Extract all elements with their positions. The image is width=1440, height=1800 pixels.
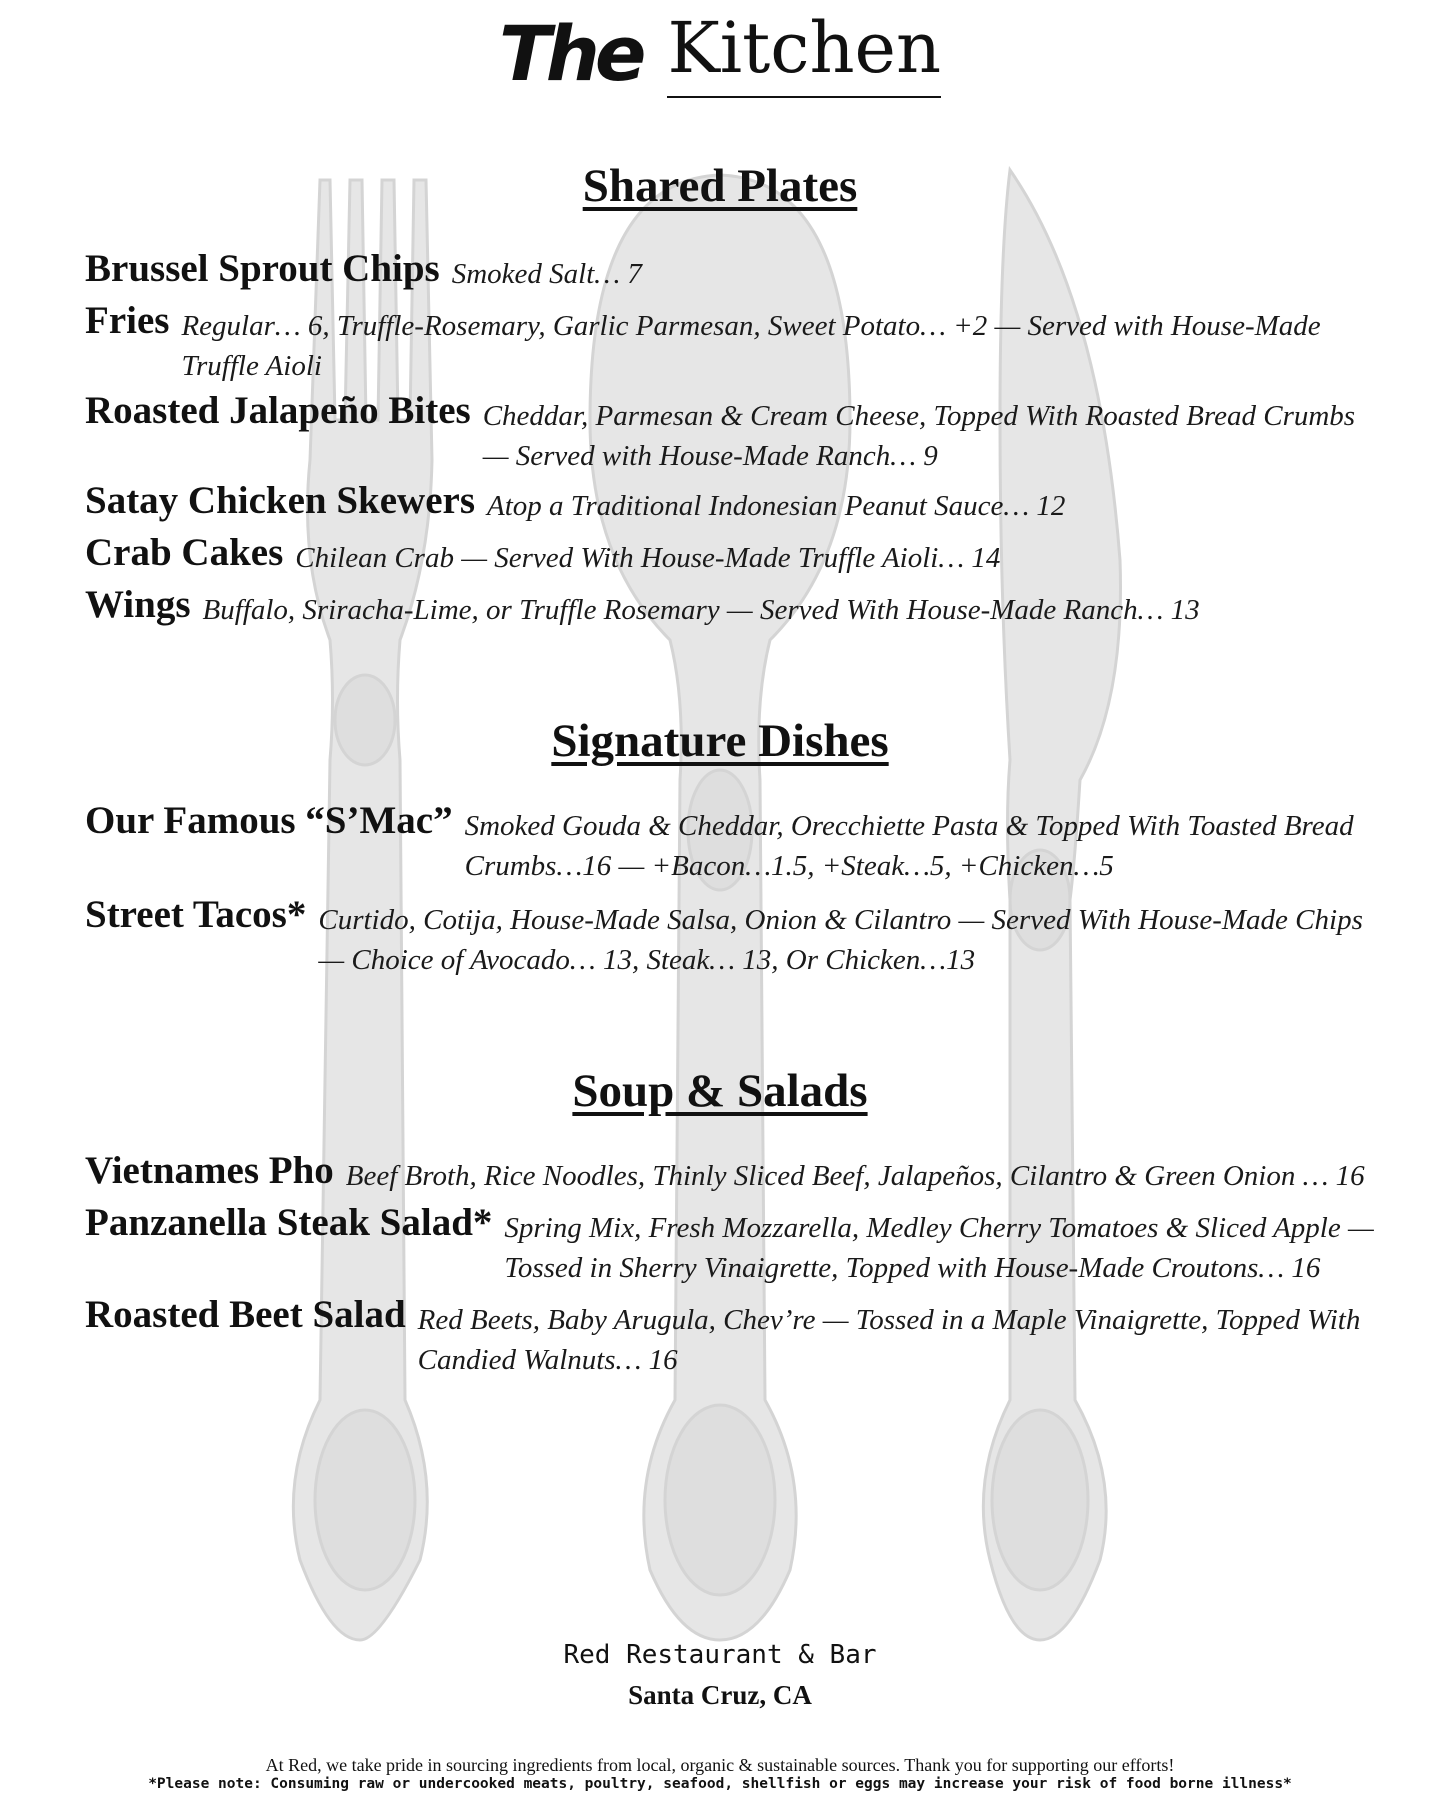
item-description: Cheddar, Parmesan & Cream Cheese, Topped With Roasted Bread Crumbs — Served with House-Made Ranch… 9 — [482, 400, 1356, 472]
section-heading: Shared Plates — [582, 160, 858, 212]
item-description: Smoked Gouda & Cheddar, Orecchiette Pasta & Topped With Toasted Bread Crumbs…16 — +Bacon…1.5, +Steak…5, +Chicken…5 — [464, 810, 1354, 882]
item-description: Atop a Traditional Indonesian Peanut Sauce… 12 — [487, 490, 1066, 522]
item-name: Fries — [85, 299, 170, 342]
section-soup-salads — [0, 1060, 1440, 1122]
item-name: Our Famous “S’Mac” — [85, 799, 453, 842]
menu-item — [85, 800, 1385, 886]
menu-item — [85, 532, 1385, 578]
title-script-word: The — [498, 9, 642, 98]
health-warning: *Please note: Consuming raw or undercooked meats, poultry, seafood, shellfish or eggs may increase your risk of food borne illness* — [148, 1776, 1292, 1792]
signature-dishes-list — [85, 800, 1385, 980]
soup-salads-list — [85, 1150, 1385, 1380]
item-name: Roasted Jalapeño Bites — [85, 389, 471, 432]
item-description: Chilean Crab — Served With House-Made Truffle Aioli… 14 — [295, 542, 1001, 574]
item-name: Street Tacos* — [85, 893, 307, 936]
item-description: Curtido, Cotija, House-Made Salsa, Onion & Cilantro — Served With House-Made Chips — Choice of Avocado… 13, Steak… 13, Or Chicken…13 — [318, 904, 1363, 976]
item-name: Brussel Sprout Chips — [85, 247, 440, 290]
item-name: Panzanella Steak Salad* — [85, 1201, 493, 1244]
restaurant-city: Santa Cruz, CA — [628, 1680, 812, 1710]
section-shared-plates — [0, 155, 1440, 217]
menu-item — [85, 248, 1385, 294]
menu-item — [85, 480, 1385, 526]
menu-item — [85, 584, 1385, 630]
menu-item — [85, 1150, 1385, 1196]
item-name: Roasted Beet Salad — [85, 1293, 406, 1336]
menu-item — [85, 390, 1385, 476]
menu-item — [85, 894, 1385, 980]
title-main-word: Kitchen — [667, 6, 941, 98]
item-description: Regular… 6, Truffle-Rosemary, Garlic Parmesan, Sweet Potato… +2 — Served with House-Made Truffle Aioli — [181, 310, 1321, 382]
item-name: Vietnames Pho — [85, 1149, 334, 1192]
item-description: Buffalo, Sriracha-Lime, or Truffle Rosemary — Served With House-Made Ranch… 13 — [202, 594, 1200, 626]
section-heading: Signature Dishes — [551, 715, 889, 767]
menu-item — [85, 1202, 1385, 1288]
shared-plates-list — [85, 248, 1385, 630]
sourcing-note: At Red, we take pride in sourcing ingredients from local, organic & sustainable sources. Thank you for supporting our efforts! — [265, 1755, 1175, 1775]
item-description: Beef Broth, Rice Noodles, Thinly Sliced Beef, Jalapeños, Cilantro & Green Onion … 16 — [345, 1160, 1365, 1192]
item-name: Wings — [85, 583, 191, 626]
item-name: Satay Chicken Skewers — [85, 479, 476, 522]
menu-title — [0, 6, 1440, 116]
section-signature-dishes — [0, 710, 1440, 772]
section-heading: Soup & Salads — [572, 1065, 868, 1117]
item-description: Smoked Salt… 7 — [451, 258, 642, 290]
item-name: Crab Cakes — [85, 531, 284, 574]
item-description: Spring Mix, Fresh Mozzarella, Medley Cherry Tomatoes & Sliced Apple — Tossed in Sherry Vinaigrette, Topped with House-Made Croutons… 16 — [504, 1212, 1374, 1284]
item-description: Red Beets, Baby Arugula, Chev’re — Tossed in a Maple Vinaigrette, Topped With Candied Walnuts… 16 — [417, 1304, 1361, 1376]
restaurant-name: Red Restaurant & Bar — [563, 1640, 877, 1670]
menu-item — [85, 1294, 1385, 1380]
menu-item — [85, 300, 1385, 386]
